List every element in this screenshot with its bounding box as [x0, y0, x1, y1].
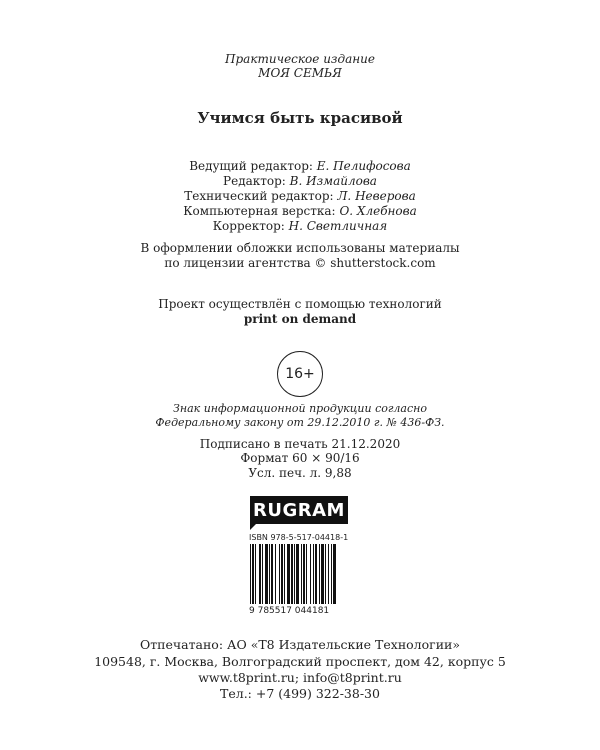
book-title: Учимся быть красивой: [197, 109, 403, 127]
credit-name: Е. Пелифосова: [316, 159, 411, 173]
credit-name: Н. Светличная: [288, 219, 388, 233]
credit-row: [0, 174, 600, 189]
credit-row: [0, 189, 600, 204]
format-info: Формат 60 × 90/16: [240, 451, 360, 465]
age-note-line-2: Федеральному закону от 29.12.2010 г. № 436-ФЗ.: [155, 416, 445, 429]
credit-name: В. Измайлова: [289, 174, 377, 188]
project-line-2: print on demand: [243, 312, 357, 326]
signed-date: Подписано в печать 21.12.2020: [199, 437, 401, 451]
printer-line-4: Тел.: +7 (499) 322-38-30: [220, 686, 380, 701]
credit-name: Л. Неверова: [337, 189, 416, 203]
series-line-2: МОЯ СЕМЬЯ: [258, 66, 342, 80]
credit-name: О. Хлебнова: [339, 204, 417, 218]
credit-role: Ведущий редактор:: [189, 159, 313, 173]
age-rating-badge: 16+: [277, 351, 323, 397]
project-line-1: Проект осуществлён с помощью технологий: [158, 297, 442, 311]
printer-line-3: www.t8print.ru; info@t8print.ru: [198, 670, 402, 685]
cover-note-line-2: по лицензии агентства © shutterstock.com: [164, 256, 436, 270]
credit-row: [0, 159, 600, 174]
printer-line-1: Отпечатано: АО «Т8 Издательские Технологии»: [139, 637, 461, 652]
credit-row: [0, 204, 600, 219]
sheets-info: Усл. печ. л. 9,88: [248, 466, 352, 480]
isbn-text: ISBN 978-5-517-04418-1: [249, 533, 349, 542]
credit-row: [0, 219, 600, 234]
printer-line-2: 109548, г. Москва, Волгоградский проспект, дом 42, корпус 5: [94, 654, 506, 669]
logo-notch: [250, 524, 256, 530]
series-line-1: Практическое издание: [225, 52, 375, 66]
rugram-logo: RUGRAM: [250, 496, 348, 524]
credit-role: Технический редактор:: [184, 189, 334, 203]
cover-note-line-1: В оформлении обложки использованы материалы: [140, 241, 460, 255]
barcode-icon: [248, 544, 358, 604]
credits-block: [0, 159, 600, 234]
age-note-line-1: Знак информационной продукции согласно: [172, 402, 428, 415]
credit-role: Корректор:: [212, 219, 285, 233]
barcode-number: 9 785517 044181: [249, 606, 330, 616]
credit-role: Компьютерная верстка:: [183, 204, 336, 218]
credit-role: Редактор:: [223, 174, 286, 188]
